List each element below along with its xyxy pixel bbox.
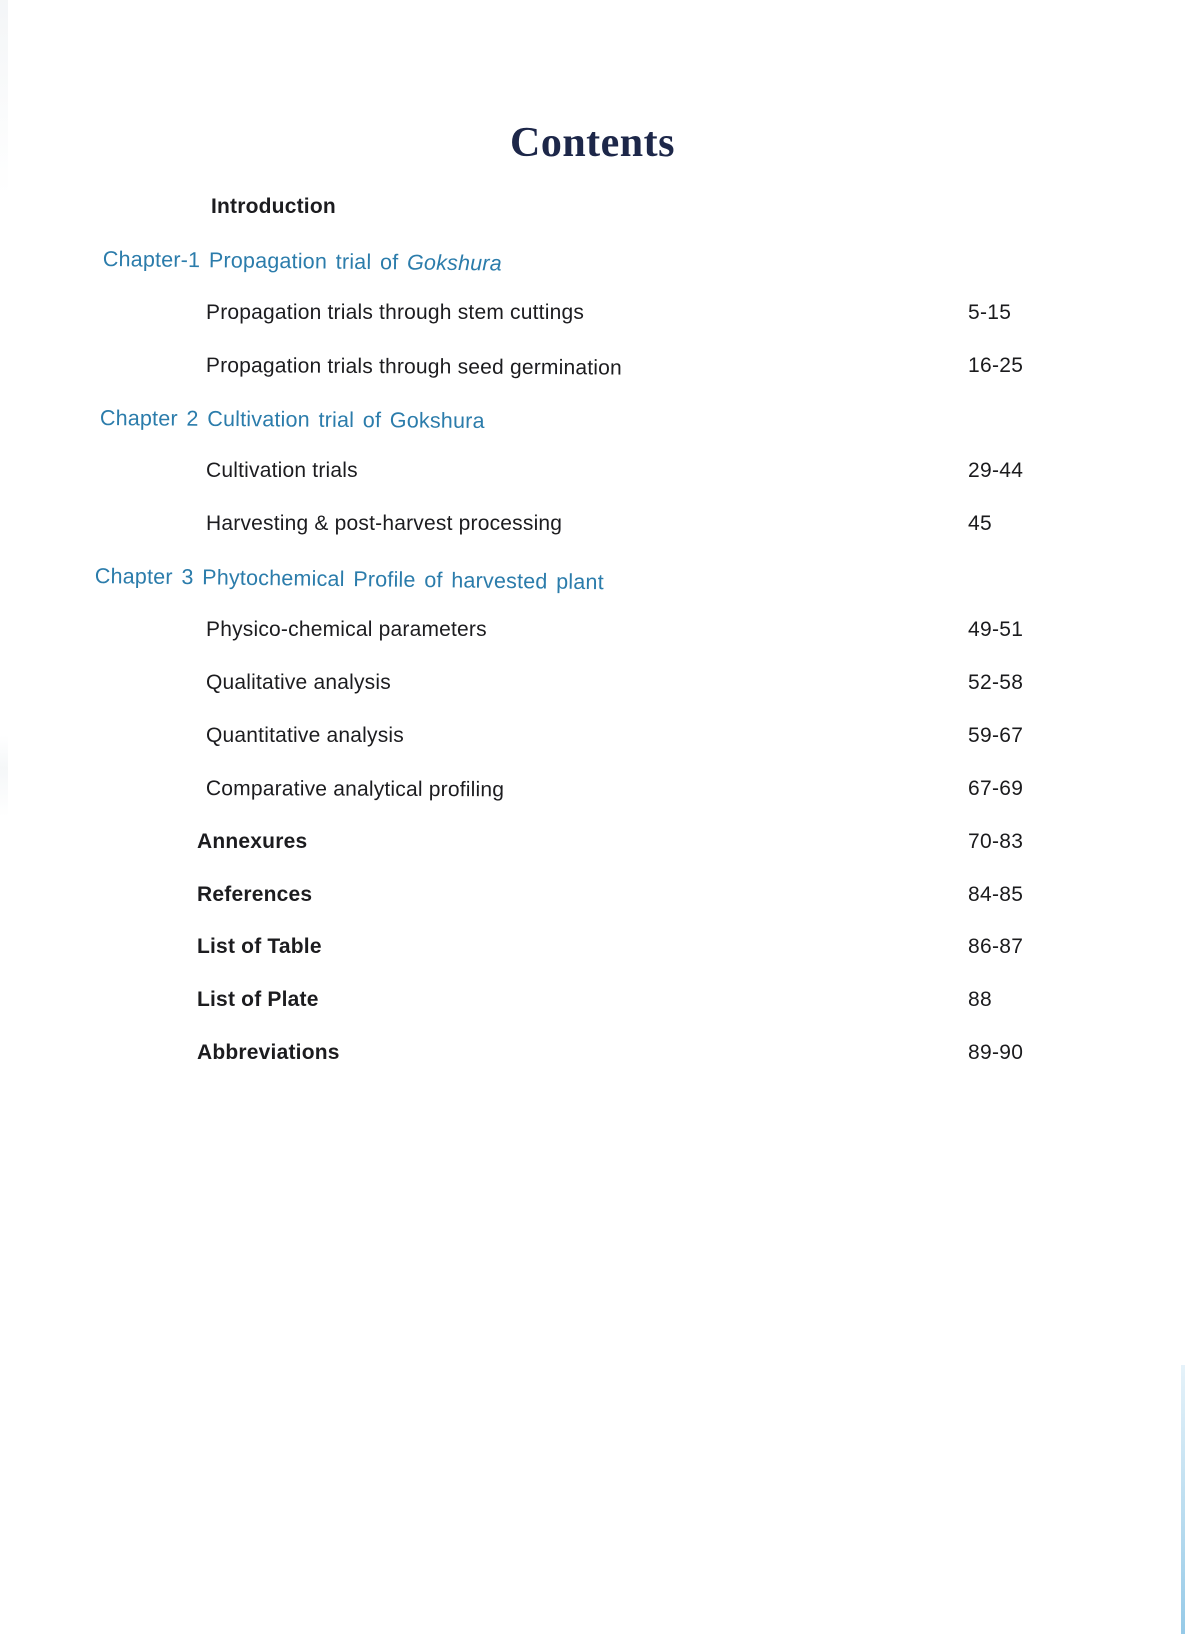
toc-entry-label: Abbreviations xyxy=(197,1041,340,1065)
toc-entry xyxy=(0,934,1185,987)
toc-entry xyxy=(0,194,1185,247)
scan-artifact-right-edge xyxy=(1181,1365,1185,1634)
toc-entry-label: List of Table xyxy=(197,935,322,959)
toc-entry xyxy=(0,723,1185,776)
toc-entry xyxy=(0,511,1185,564)
toc-page-number: 86-87 xyxy=(968,935,1024,959)
page-title: Contents xyxy=(509,120,675,166)
toc-entry-label: Quantitative analysis xyxy=(206,723,404,747)
toc-page-number: 84-85 xyxy=(968,882,1024,906)
toc-entry-label: Physico-chemical parameters xyxy=(206,618,487,642)
toc-page-number: 5-15 xyxy=(968,300,1012,324)
toc-entry xyxy=(0,564,1185,617)
toc-entry-label: Cultivation trials xyxy=(206,459,358,483)
toc-entry xyxy=(0,829,1185,882)
toc-entry-label: Chapter 3 Phytochemical Profile of harvested plant xyxy=(94,564,604,595)
toc-entry-label: Harvesting & post-harvest processing xyxy=(206,512,563,536)
toc-entry-label: Qualitative analysis xyxy=(206,671,391,695)
toc-entry-label: Annexures xyxy=(197,829,308,853)
toc-entry xyxy=(0,617,1185,670)
toc-entry-label: References xyxy=(197,882,313,906)
toc-entry-label: Propagation trials through seed germination xyxy=(205,353,623,380)
scan-artifact-left-margin xyxy=(0,0,8,1634)
toc-page-number: 52-58 xyxy=(968,671,1024,695)
toc-entry xyxy=(0,882,1185,935)
toc-entry-label: Chapter 2 Cultivation trial of Gokshura xyxy=(99,405,485,433)
toc-page-number: 59-67 xyxy=(968,723,1024,747)
toc-page-number: 67-69 xyxy=(968,776,1024,800)
toc-entry-label-italic: Gokshura xyxy=(406,250,503,276)
toc-page-number: 45 xyxy=(968,512,992,536)
toc-page-number: 88 xyxy=(968,988,992,1012)
toc-page-number: 49-51 xyxy=(968,618,1024,642)
toc-entry-label: Introduction xyxy=(211,195,336,218)
toc-page-number: 29-44 xyxy=(968,459,1024,483)
toc-page-number: 89-90 xyxy=(968,1041,1024,1065)
toc-entry xyxy=(0,247,1185,300)
toc-entry xyxy=(0,987,1185,1040)
toc-entry xyxy=(0,353,1185,406)
toc-entry-label: Propagation trials through stem cuttings xyxy=(206,300,585,324)
toc-entry-label: Chapter-1 Propagation trial of Gokshura xyxy=(102,246,503,276)
table-of-contents xyxy=(0,194,1185,1093)
toc-entry xyxy=(0,670,1185,723)
toc-entry xyxy=(0,406,1185,459)
toc-page-number: 16-25 xyxy=(968,353,1024,377)
toc-entry xyxy=(0,1040,1185,1093)
toc-page-number: 70-83 xyxy=(968,829,1024,853)
toc-entry-label: Comparative analytical profiling xyxy=(205,776,505,802)
toc-entry xyxy=(0,300,1185,353)
toc-entry xyxy=(0,776,1185,829)
toc-entry-label: List of Plate xyxy=(197,988,319,1012)
toc-entry xyxy=(0,458,1185,511)
